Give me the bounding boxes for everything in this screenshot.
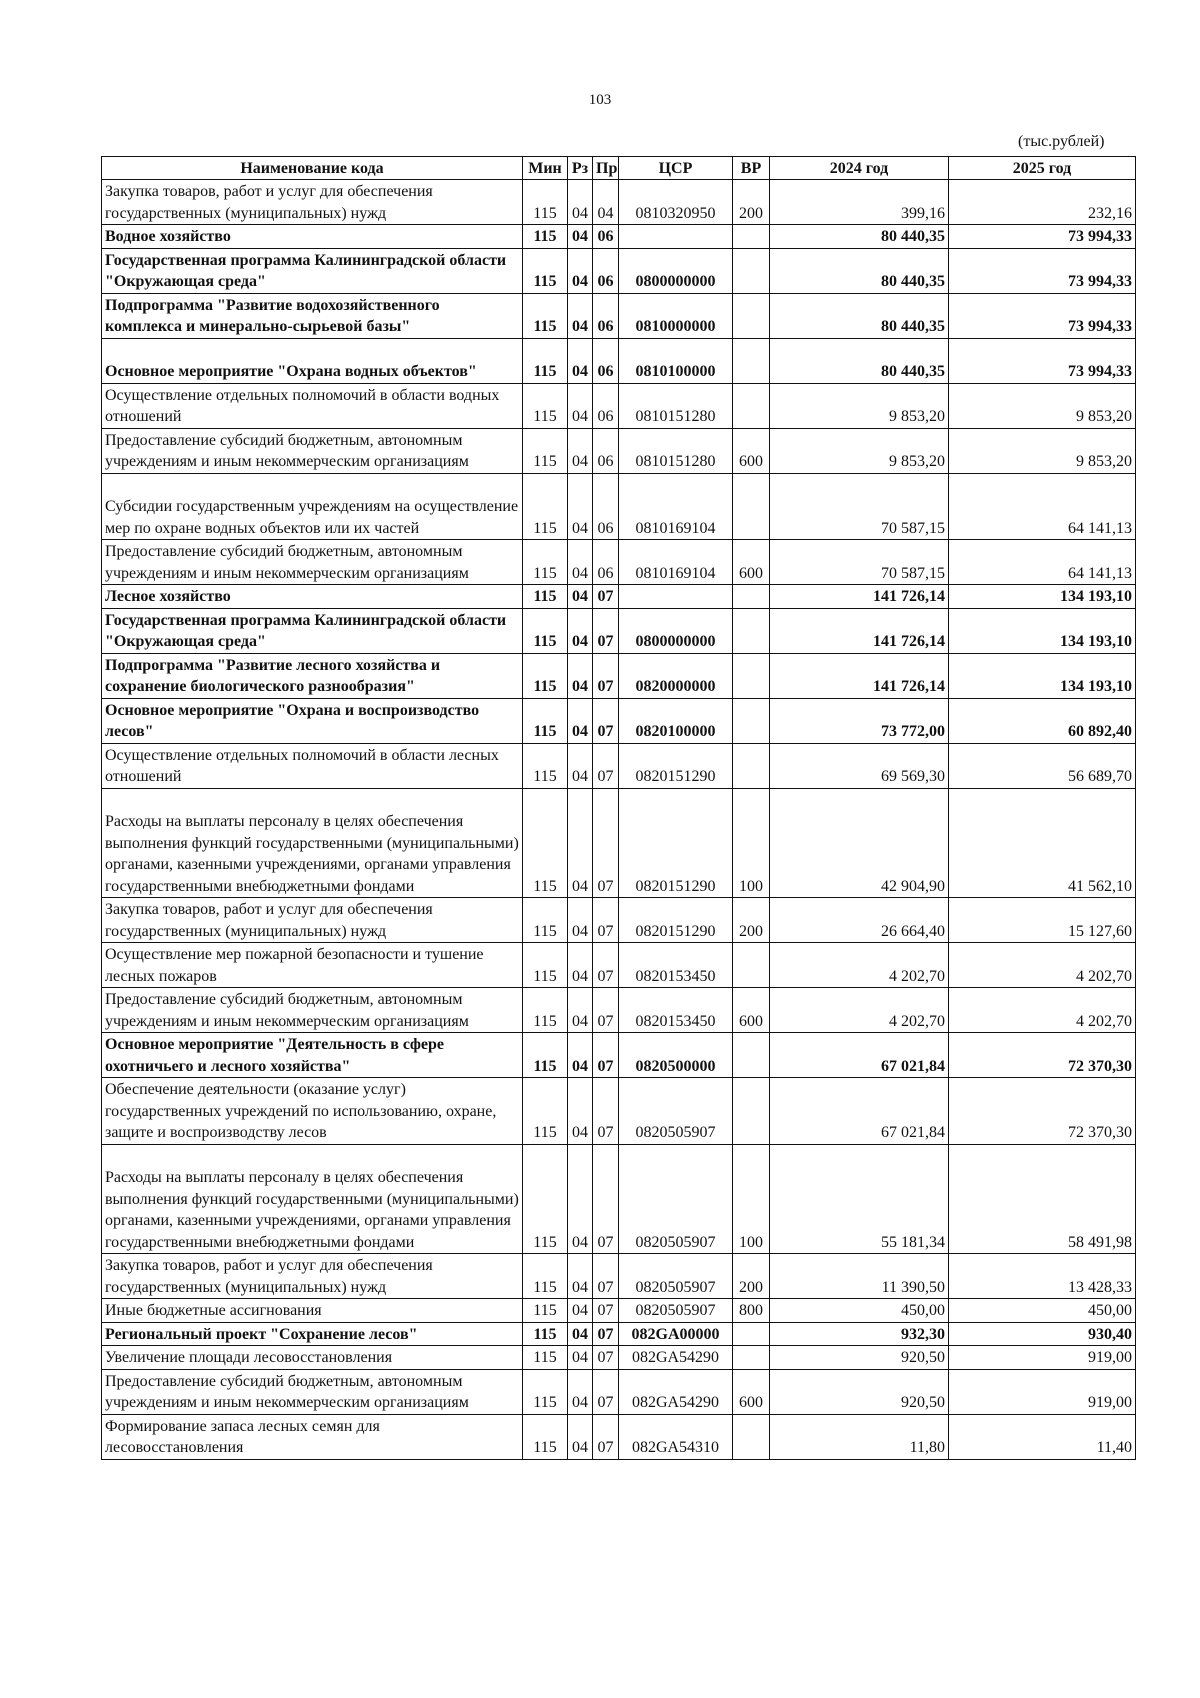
cell-pr: 07 [593, 1254, 619, 1299]
cell-2024: 4 202,70 [770, 988, 949, 1033]
table-row [102, 293, 1136, 338]
cell-csr: 0810169104 [619, 473, 733, 540]
cell-2025: 930,40 [949, 1322, 1136, 1346]
cell-pr: 07 [593, 988, 619, 1033]
cell-vr [733, 225, 770, 249]
cell-name: Предоставление субсидий бюджетным, автономным учреждениям и иным некоммерческим организациям [102, 1369, 523, 1414]
cell-vr [733, 383, 770, 428]
cell-csr: 082GA54310 [619, 1414, 733, 1459]
cell-2024: 141 726,14 [770, 608, 949, 653]
cell-2024: 67 021,84 [770, 1078, 949, 1145]
table-row [102, 540, 1136, 585]
cell-2024: 4 202,70 [770, 943, 949, 988]
cell-vr [733, 743, 770, 788]
cell-csr: 0820151290 [619, 788, 733, 898]
table-row [102, 608, 1136, 653]
cell-pr: 07 [593, 585, 619, 609]
cell-2024: 67 021,84 [770, 1033, 949, 1078]
cell-2024: 80 440,35 [770, 293, 949, 338]
cell-vr [733, 698, 770, 743]
cell-rz: 04 [568, 1299, 593, 1323]
cell-2025: 56 689,70 [949, 743, 1136, 788]
cell-name: Закупка товаров, работ и услуг для обеспечения государственных (муниципальных) нужд [102, 180, 523, 225]
table-row [102, 1414, 1136, 1459]
table-row [102, 180, 1136, 225]
cell-vr: 600 [733, 540, 770, 585]
cell-pr: 07 [593, 1346, 619, 1370]
cell-2025: 72 370,30 [949, 1033, 1136, 1078]
cell-rz: 04 [568, 293, 593, 338]
cell-csr: 0810100000 [619, 338, 733, 383]
cell-csr: 082GA00000 [619, 1322, 733, 1346]
cell-vr: 800 [733, 1299, 770, 1323]
budget-table [101, 156, 1136, 1460]
cell-pr: 07 [593, 1414, 619, 1459]
cell-name: Государственная программа Калининградской области "Окружающая среда" [102, 608, 523, 653]
cell-pr: 07 [593, 1144, 619, 1254]
cell-min: 115 [523, 1299, 568, 1323]
cell-rz: 04 [568, 428, 593, 473]
table-row [102, 225, 1136, 249]
table-row [102, 1299, 1136, 1323]
cell-min: 115 [523, 943, 568, 988]
cell-2025: 4 202,70 [949, 943, 1136, 988]
cell-2025: 41 562,10 [949, 788, 1136, 898]
table-row [102, 585, 1136, 609]
cell-csr: 0810151280 [619, 428, 733, 473]
cell-min: 115 [523, 1346, 568, 1370]
cell-name: Государственная программа Калининградской области "Окружающая среда" [102, 248, 523, 293]
table-row [102, 1144, 1136, 1254]
cell-rz: 04 [568, 585, 593, 609]
cell-2024: 26 664,40 [770, 898, 949, 943]
cell-2025: 72 370,30 [949, 1078, 1136, 1145]
cell-name: Обеспечение деятельности (оказание услуг) государственных учреждений по использованию, охране, защите и воспроизводству лесов [102, 1078, 523, 1145]
cell-min: 115 [523, 743, 568, 788]
table-row [102, 383, 1136, 428]
cell-2025: 4 202,70 [949, 988, 1136, 1033]
table-row [102, 988, 1136, 1033]
cell-pr: 07 [593, 653, 619, 698]
cell-pr: 06 [593, 338, 619, 383]
table-row [102, 743, 1136, 788]
header-name: Наименование кода [102, 157, 523, 180]
cell-name: Лесное хозяйство [102, 585, 523, 609]
cell-2024: 69 569,30 [770, 743, 949, 788]
cell-2024: 9 853,20 [770, 428, 949, 473]
cell-csr: 0820151290 [619, 898, 733, 943]
cell-2025: 9 853,20 [949, 383, 1136, 428]
cell-vr: 100 [733, 1144, 770, 1254]
cell-vr [733, 653, 770, 698]
cell-rz: 04 [568, 1078, 593, 1145]
cell-name: Расходы на выплаты персоналу в целях обеспечения выполнения функций государственными (муниципальными) органами, казенными учреждениями, органами управления государственными внебюджетными фондами [102, 1144, 523, 1254]
header-row [102, 157, 1136, 180]
cell-rz: 04 [568, 383, 593, 428]
cell-vr: 200 [733, 1254, 770, 1299]
cell-vr [733, 585, 770, 609]
cell-2024: 55 181,34 [770, 1144, 949, 1254]
cell-2025: 9 853,20 [949, 428, 1136, 473]
cell-min: 115 [523, 473, 568, 540]
cell-pr: 06 [593, 383, 619, 428]
cell-rz: 04 [568, 1254, 593, 1299]
cell-rz: 04 [568, 1033, 593, 1078]
cell-vr [733, 1346, 770, 1370]
cell-2025: 60 892,40 [949, 698, 1136, 743]
table-row [102, 943, 1136, 988]
cell-name: Осуществление мер пожарной безопасности и тушение лесных пожаров [102, 943, 523, 988]
header-2024: 2024 год [770, 157, 949, 180]
table-row [102, 1033, 1136, 1078]
cell-2024: 70 587,15 [770, 473, 949, 540]
cell-2025: 134 193,10 [949, 585, 1136, 609]
cell-name: Региональный проект "Сохранение лесов" [102, 1322, 523, 1346]
cell-name: Увеличение площади лесовосстановления [102, 1346, 523, 1370]
cell-csr: 0810151280 [619, 383, 733, 428]
table-row [102, 1078, 1136, 1145]
cell-min: 115 [523, 1033, 568, 1078]
cell-rz: 04 [568, 1369, 593, 1414]
header-2025: 2025 год [949, 157, 1136, 180]
cell-2024: 450,00 [770, 1299, 949, 1323]
cell-csr: 0820505907 [619, 1299, 733, 1323]
table-row [102, 248, 1136, 293]
cell-rz: 04 [568, 338, 593, 383]
header-pr: Пр [593, 157, 619, 180]
cell-rz: 04 [568, 1322, 593, 1346]
cell-2024: 141 726,14 [770, 653, 949, 698]
cell-2024: 11 390,50 [770, 1254, 949, 1299]
cell-name: Расходы на выплаты персоналу в целях обеспечения выполнения функций государственными (муниципальными) органами, казенными учреждениями, органами управления государственными внебюджетными фондами [102, 788, 523, 898]
cell-2025: 73 994,33 [949, 248, 1136, 293]
cell-pr: 06 [593, 428, 619, 473]
cell-vr: 200 [733, 898, 770, 943]
cell-csr: 0820500000 [619, 1033, 733, 1078]
table-row [102, 898, 1136, 943]
cell-2024: 80 440,35 [770, 338, 949, 383]
cell-vr: 600 [733, 988, 770, 1033]
header-rz: Рз [568, 157, 593, 180]
cell-2025: 450,00 [949, 1299, 1136, 1323]
cell-csr: 0820505907 [619, 1254, 733, 1299]
cell-vr [733, 338, 770, 383]
cell-pr: 06 [593, 540, 619, 585]
header-csr: ЦСР [619, 157, 733, 180]
cell-csr: 0810000000 [619, 293, 733, 338]
cell-2024: 42 904,90 [770, 788, 949, 898]
cell-rz: 04 [568, 1346, 593, 1370]
cell-min: 115 [523, 988, 568, 1033]
cell-2025: 73 994,33 [949, 293, 1136, 338]
cell-rz: 04 [568, 743, 593, 788]
cell-2025: 919,00 [949, 1369, 1136, 1414]
cell-name: Водное хозяйство [102, 225, 523, 249]
cell-2025: 58 491,98 [949, 1144, 1136, 1254]
table-row [102, 1369, 1136, 1414]
cell-min: 115 [523, 383, 568, 428]
cell-name: Предоставление субсидий бюджетным, автономным учреждениям и иным некоммерческим организациям [102, 428, 523, 473]
cell-csr [619, 585, 733, 609]
cell-vr: 600 [733, 428, 770, 473]
cell-2025: 134 193,10 [949, 608, 1136, 653]
cell-min: 115 [523, 585, 568, 609]
cell-rz: 04 [568, 698, 593, 743]
page-number: 103 [588, 92, 612, 108]
cell-pr: 06 [593, 225, 619, 249]
cell-pr: 06 [593, 248, 619, 293]
cell-csr: 0820505907 [619, 1144, 733, 1254]
cell-min: 115 [523, 540, 568, 585]
cell-2024: 80 440,35 [770, 248, 949, 293]
table-body [102, 180, 1136, 1460]
cell-2025: 64 141,13 [949, 540, 1136, 585]
cell-pr: 04 [593, 180, 619, 225]
cell-rz: 04 [568, 473, 593, 540]
cell-pr: 07 [593, 1299, 619, 1323]
cell-vr [733, 608, 770, 653]
cell-pr: 06 [593, 293, 619, 338]
cell-name: Основное мероприятие "Охрана водных объектов" [102, 338, 523, 383]
cell-vr [733, 1414, 770, 1459]
cell-csr: 0820153450 [619, 988, 733, 1033]
cell-name: Осуществление отдельных полномочий в области лесных отношений [102, 743, 523, 788]
cell-name: Субсидии государственным учреждениям на осуществление мер по охране водных объектов или их частей [102, 473, 523, 540]
cell-rz: 04 [568, 1144, 593, 1254]
table-row [102, 1322, 1136, 1346]
cell-csr: 0800000000 [619, 248, 733, 293]
cell-name: Осуществление отдельных полномочий в области водных отношений [102, 383, 523, 428]
cell-rz: 04 [568, 653, 593, 698]
cell-pr: 06 [593, 473, 619, 540]
cell-vr [733, 1078, 770, 1145]
cell-name: Основное мероприятие "Деятельность в сфере охотничьего и лесного хозяйства" [102, 1033, 523, 1078]
table-row [102, 473, 1136, 540]
cell-csr: 082GA54290 [619, 1346, 733, 1370]
cell-2024: 73 772,00 [770, 698, 949, 743]
cell-2025: 13 428,33 [949, 1254, 1136, 1299]
cell-rz: 04 [568, 1414, 593, 1459]
cell-vr: 600 [733, 1369, 770, 1414]
units-label: (тыс.рублей) [1018, 133, 1105, 150]
cell-name: Формирование запаса лесных семян для лесовосстановления [102, 1414, 523, 1459]
cell-vr: 100 [733, 788, 770, 898]
cell-2025: 11,40 [949, 1414, 1136, 1459]
table-row [102, 788, 1136, 898]
cell-2024: 920,50 [770, 1369, 949, 1414]
cell-vr [733, 473, 770, 540]
cell-min: 115 [523, 1369, 568, 1414]
header-vr: ВР [733, 157, 770, 180]
cell-rz: 04 [568, 943, 593, 988]
cell-2025: 73 994,33 [949, 338, 1136, 383]
cell-pr: 07 [593, 788, 619, 898]
cell-min: 115 [523, 1144, 568, 1254]
cell-pr: 07 [593, 698, 619, 743]
cell-min: 115 [523, 1414, 568, 1459]
cell-2024: 399,16 [770, 180, 949, 225]
cell-min: 115 [523, 898, 568, 943]
cell-2024: 11,80 [770, 1414, 949, 1459]
cell-rz: 04 [568, 988, 593, 1033]
cell-vr [733, 943, 770, 988]
cell-rz: 04 [568, 898, 593, 943]
cell-2024: 9 853,20 [770, 383, 949, 428]
cell-pr: 07 [593, 743, 619, 788]
cell-csr: 0820505907 [619, 1078, 733, 1145]
cell-name: Предоставление субсидий бюджетным, автономным учреждениям и иным некоммерческим организациям [102, 540, 523, 585]
table-row [102, 428, 1136, 473]
cell-vr: 200 [733, 180, 770, 225]
cell-min: 115 [523, 788, 568, 898]
cell-csr: 0810169104 [619, 540, 733, 585]
cell-2024: 932,30 [770, 1322, 949, 1346]
cell-csr: 0820153450 [619, 943, 733, 988]
cell-csr: 0820100000 [619, 698, 733, 743]
cell-pr: 07 [593, 1078, 619, 1145]
cell-min: 115 [523, 338, 568, 383]
cell-vr [733, 1033, 770, 1078]
cell-2025: 73 994,33 [949, 225, 1136, 249]
cell-csr: 0800000000 [619, 608, 733, 653]
cell-pr: 07 [593, 1033, 619, 1078]
cell-min: 115 [523, 608, 568, 653]
cell-2024: 70 587,15 [770, 540, 949, 585]
cell-vr [733, 1322, 770, 1346]
table-row [102, 698, 1136, 743]
cell-name: Закупка товаров, работ и услуг для обеспечения государственных (муниципальных) нужд [102, 898, 523, 943]
cell-min: 115 [523, 248, 568, 293]
cell-2025: 919,00 [949, 1346, 1136, 1370]
cell-csr: 0810320950 [619, 180, 733, 225]
cell-csr: 0820000000 [619, 653, 733, 698]
cell-2025: 15 127,60 [949, 898, 1136, 943]
cell-csr [619, 225, 733, 249]
table-row [102, 1346, 1136, 1370]
header-min: Мин [523, 157, 568, 180]
cell-rz: 04 [568, 248, 593, 293]
cell-pr: 07 [593, 1369, 619, 1414]
cell-pr: 07 [593, 943, 619, 988]
cell-vr [733, 293, 770, 338]
cell-min: 115 [523, 428, 568, 473]
cell-pr: 07 [593, 898, 619, 943]
cell-csr: 082GA54290 [619, 1369, 733, 1414]
cell-min: 115 [523, 1254, 568, 1299]
cell-name: Закупка товаров, работ и услуг для обеспечения государственных (муниципальных) нужд [102, 1254, 523, 1299]
cell-vr [733, 248, 770, 293]
cell-2025: 134 193,10 [949, 653, 1136, 698]
cell-name: Иные бюджетные ассигнования [102, 1299, 523, 1323]
table-row [102, 653, 1136, 698]
cell-name: Предоставление субсидий бюджетным, автономным учреждениям и иным некоммерческим организациям [102, 988, 523, 1033]
cell-2025: 64 141,13 [949, 473, 1136, 540]
cell-min: 115 [523, 698, 568, 743]
cell-2024: 80 440,35 [770, 225, 949, 249]
cell-2024: 920,50 [770, 1346, 949, 1370]
cell-name: Подпрограмма "Развитие водохозяйственного комплекса и минерально-сырьевой базы" [102, 293, 523, 338]
table-row [102, 338, 1136, 383]
cell-min: 115 [523, 1322, 568, 1346]
cell-rz: 04 [568, 180, 593, 225]
table-row [102, 1254, 1136, 1299]
cell-min: 115 [523, 225, 568, 249]
cell-rz: 04 [568, 540, 593, 585]
cell-name: Подпрограмма "Развитие лесного хозяйства и сохранение биологического разнообразия" [102, 653, 523, 698]
cell-min: 115 [523, 653, 568, 698]
cell-min: 115 [523, 180, 568, 225]
cell-csr: 0820151290 [619, 743, 733, 788]
cell-rz: 04 [568, 788, 593, 898]
cell-pr: 07 [593, 608, 619, 653]
cell-2024: 141 726,14 [770, 585, 949, 609]
cell-rz: 04 [568, 225, 593, 249]
cell-min: 115 [523, 293, 568, 338]
cell-pr: 07 [593, 1322, 619, 1346]
cell-2025: 232,16 [949, 180, 1136, 225]
cell-name: Основное мероприятие "Охрана и воспроизводство лесов" [102, 698, 523, 743]
cell-rz: 04 [568, 608, 593, 653]
cell-min: 115 [523, 1078, 568, 1145]
